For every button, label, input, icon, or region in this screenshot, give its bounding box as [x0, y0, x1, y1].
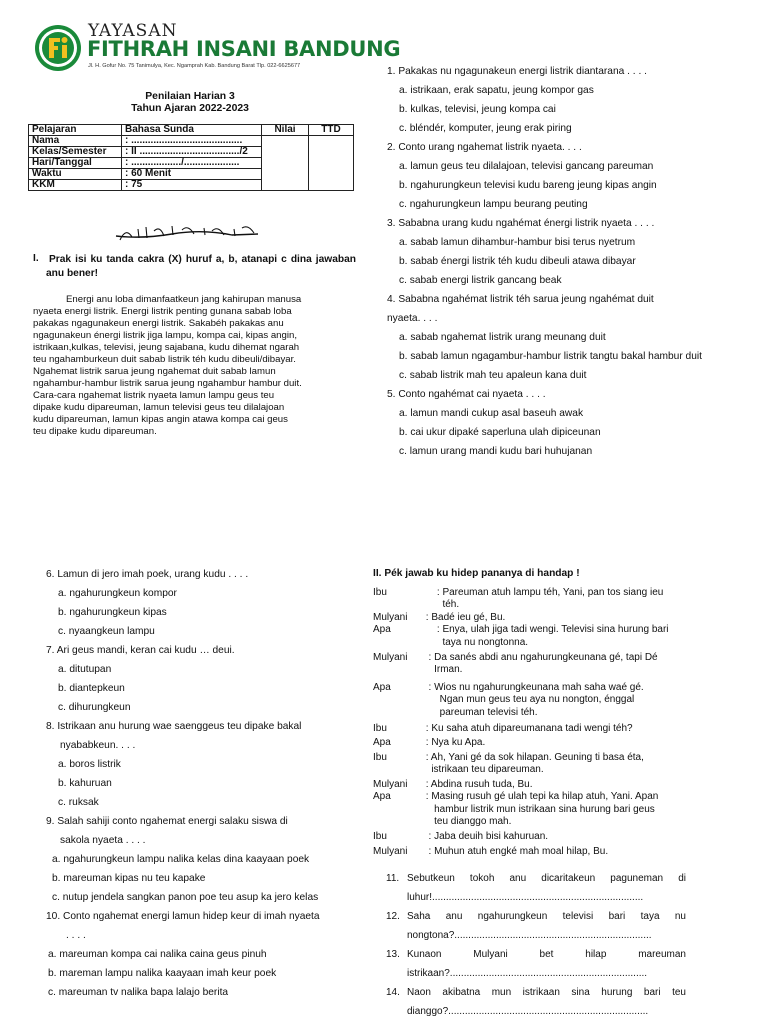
speaker: Ibu — [373, 587, 387, 598]
speaker: Apa — [373, 791, 391, 803]
question-stem: 7. Ari geus mandi, keran cai kudu … deui. — [46, 645, 235, 656]
essay-13 — [386, 945, 686, 983]
dialogue-line — [373, 587, 685, 612]
section1-numeral: I. — [33, 253, 39, 264]
question-1 — [387, 65, 737, 141]
info-value: : 75 — [122, 180, 262, 191]
utterance: : Da sanés abdi anu ngahurungkeunana gé, tapi Dé — [423, 652, 658, 664]
utterance: istrikaan teu dipareuman. — [423, 764, 544, 776]
nilai-header: Nilai — [262, 125, 309, 136]
essay-number: 14. — [386, 987, 400, 998]
option-a[interactable]: a. istrikaan, erak sapatu, jeung kompor gas — [399, 85, 594, 96]
speaker: Ibu — [373, 723, 387, 735]
utterance: : Wios nu ngahurungkeunana mah saha waé gé. — [423, 681, 644, 693]
speaker: Mulyani — [373, 845, 408, 857]
section1-instruction: Prak isi ku tanda cakra (X) huruf a, b, atanapi c dina jawaban anu bener! — [46, 254, 356, 279]
ttd-box[interactable] — [309, 136, 354, 191]
paragraph-line: ngahambur-hambur listrik sarua jeung ngahambur hambur duit. — [33, 378, 302, 389]
option-c[interactable]: c. nutup jendela sangkan panon poe teu asup ka jero kelas — [52, 892, 319, 903]
utterance: Irman. — [423, 664, 463, 676]
speaker: Apa — [373, 624, 391, 636]
question-6 — [46, 568, 342, 644]
info-label: Nama — [29, 136, 122, 147]
essay-14 — [386, 983, 686, 1021]
dialogue-line — [373, 652, 685, 677]
exam-title: Penilaian Harian 3 — [145, 91, 235, 102]
question-stem: 3. Sababna urang kudu ngahémat énergi listrik nyaeta . . . . — [387, 218, 655, 229]
question-stem-cont: nyababkeun. . . . — [60, 740, 136, 751]
option-b[interactable]: b. cai ukur dipaké saperluna ulah dipiceunan — [399, 427, 601, 438]
essay-answer-line[interactable]: istrikaan?....................................................................... — [407, 968, 648, 979]
option-c[interactable]: c. nyaangkeun lampu — [58, 626, 155, 637]
utterance: : Jaba deuih bisi kahuruan. — [423, 831, 549, 843]
question-stem: 5. Conto ngahémat cai nyaeta . . . . — [387, 389, 546, 400]
option-a[interactable]: a. ngahurungkeun lampu nalika kelas dina kaayaan poek — [52, 854, 310, 865]
utterance: : Masing rusuh gé ulah tepi ka hilap atuh, Yani. Apan — [423, 791, 659, 803]
option-a[interactable]: a. sabab ngahemat listrik urang meunang duit — [399, 332, 606, 343]
question-stem: 8. Istrikaan anu hurung wae saenggeus teu dipake bakal — [46, 721, 302, 732]
basmala-calligraphy — [112, 221, 262, 245]
speaker: Ibu — [373, 831, 387, 843]
option-b[interactable]: b. sabab énergi listrik téh kudu dibeuli atawa dibayar — [399, 256, 636, 267]
yayasan-label: YAYASAN — [88, 21, 178, 41]
paragraph-line: dipake kudu dipareuman, lamun televisi geus teu dilalajoan — [33, 402, 285, 413]
info-label: Kelas/Semester — [29, 147, 122, 158]
dialogue-line — [373, 682, 685, 719]
option-c[interactable]: c. sabab listrik mah teu apaleun kana duit — [399, 370, 587, 381]
info-value: : 60 Menit — [122, 169, 262, 180]
option-b[interactable]: b. mareman lampu nalika kaayaan imah keur poek — [48, 968, 277, 979]
speaker: Apa — [373, 681, 391, 693]
utterance: : Abdina rusuh tuda, Bu. — [423, 778, 533, 790]
utterance: : Nya ku Apa. — [423, 737, 486, 749]
question-stem: 9. Salah sahiji conto ngahemat energi salaku siswa di — [46, 816, 288, 827]
question-stem: 4. Sababna ngahémat listrik téh sarua jeung ngahémat duit — [387, 294, 654, 305]
question-stem-cont: sakola nyaeta . . . . — [60, 835, 146, 846]
option-a[interactable]: a. ngahurungkeun kompor — [58, 588, 177, 599]
school-logo — [34, 24, 82, 72]
option-b[interactable]: b. kahuruan — [58, 778, 112, 789]
essay-question: Naon akibatna mun istrikaan sina hurung bari teu — [407, 987, 686, 998]
utterance: teu dianggo mah. — [423, 815, 512, 827]
utterance: : Ah, Yani gé da sok hilapan. Geuning ti basa éta, — [423, 751, 644, 763]
info-label: KKM — [29, 180, 122, 191]
question-stem-cont: nyaeta. . . . — [387, 313, 438, 324]
essay-11 — [386, 869, 686, 907]
paragraph-line: Ngahemat listrik sarua jeung ngahemat duit sabab lamun — [33, 366, 276, 377]
info-label: Hari/Tanggal — [29, 158, 122, 169]
paragraph-line: Cara-cara ngahemat listrik nyaeta lamun lampu geus teu — [33, 390, 275, 401]
essay-number: 13. — [386, 949, 400, 960]
dialogue-line — [373, 831, 685, 843]
option-b[interactable]: b. diantepkeun — [58, 683, 125, 694]
speaker: Mulyani — [373, 652, 408, 664]
question-8 — [46, 720, 342, 815]
option-a[interactable]: a. ditutupan — [58, 664, 112, 675]
option-a[interactable]: a. boros listrik — [58, 759, 121, 770]
option-c[interactable]: c. dihurungkeun — [58, 702, 131, 713]
speaker: Ibu — [373, 751, 387, 763]
option-c[interactable]: c. ngahurungkeun lampu beurang peuting — [399, 199, 588, 210]
utterance: : Enya, ulah jiga tadi wengi. Televisi sina hurung bari — [423, 624, 669, 636]
option-a[interactable]: a. lamun mandi cukup asal baseuh awak — [399, 408, 584, 419]
option-b[interactable]: b. kulkas, televisi, jeung kompa cai — [399, 104, 556, 115]
option-a[interactable]: a. sabab lamun dihambur-hambur bisi terus nyetrum — [399, 237, 636, 248]
option-c[interactable]: c. lamun urang mandi kudu bari huhujanan — [399, 446, 593, 457]
paragraph-line: teu ngahamburkeun duit sabab listrik téh kudu dibeuli/dibayar. — [33, 354, 296, 365]
dialogue-line — [373, 779, 685, 791]
option-c[interactable]: c. mareuman tv nalika bapa lalajo berita — [48, 987, 229, 998]
reading-paragraph — [33, 294, 341, 438]
question-stem: 10. Conto ngahemat energi lamun hidep keur di imah nyaeta — [46, 911, 320, 922]
utterance: taya nu nongtonna. — [423, 636, 529, 648]
speaker: Mulyani — [373, 778, 408, 790]
question-3 — [387, 217, 737, 293]
utterance: : Pareuman atuh lampu téh, Yani, pan tos siang ieu — [423, 587, 664, 598]
paragraph-line: pakakas ngagunakeun energi listrik. Sakabéh pakakas anu — [33, 318, 284, 329]
paragraph-line: istrikaan,kulkas, televisi, jeung sajabana, kudu dihemat ngarah — [33, 342, 300, 353]
option-c[interactable]: c. ruksak — [58, 797, 99, 808]
ttd-header: TTD — [309, 125, 354, 136]
essay-number: 11. — [386, 873, 400, 884]
option-b[interactable]: b. mareuman kipas nu teu kapake — [52, 873, 206, 884]
section2-instruction: II. Pék jawab ku hidep pananya di handap ! — [373, 568, 580, 579]
name-field[interactable]: : ........................................ — [122, 136, 262, 147]
utterance: téh. — [423, 599, 460, 611]
question-9 — [46, 815, 342, 910]
question-10 — [46, 910, 342, 1005]
question-5 — [387, 388, 737, 464]
student-info-table — [28, 124, 354, 191]
essay-answer-line[interactable]: dianggo?........................................................................ — [407, 1006, 649, 1017]
paragraph-line: Energi anu loba dimanfaatkeun jang kahirupan manusa — [66, 294, 302, 305]
info-value: Bahasa Sunda — [122, 125, 262, 136]
essay-question: Kunaon Mulyani bet hilap mareuman — [407, 949, 686, 960]
option-b[interactable]: b. ngahurungkeun kipas — [58, 607, 167, 618]
essay-question: Saha anu ngahurungkeun televisi bari taya nu — [407, 911, 686, 922]
question-4 — [387, 293, 737, 388]
dialogue-line — [373, 846, 685, 858]
essay-number: 12. — [386, 911, 400, 922]
info-label: Waktu — [29, 169, 122, 180]
utterance: hambur listrik mun istrikaan sina hurung bari geus — [423, 803, 655, 815]
essay-question: Sebutkeun tokoh anu dicaritakeun paguneman di — [407, 873, 686, 884]
essay-12 — [386, 907, 686, 945]
question-stem: 6. Lamun di jero imah poek, urang kudu . . . . — [46, 569, 249, 580]
option-b[interactable]: b. sabab lamun ngagambur-hambur listrik tangtu bakal hambur duit — [399, 351, 702, 362]
dialogue — [373, 587, 685, 858]
school-name: FITHRAH INSANI BANDUNG — [87, 37, 401, 61]
dialogue-line — [373, 723, 685, 735]
essay-answer-line[interactable]: nongtona?....................................................................... — [407, 930, 652, 941]
class-field[interactable]: : II ..................................../2 — [122, 147, 262, 158]
utterance: pareuman televisi téh. — [423, 706, 538, 718]
option-c[interactable]: c. sabab energi listrik gancang beak — [399, 275, 562, 286]
paragraph-line: kudu dipareuman, lamun kipas angin atawa kompa cai geus — [33, 414, 288, 425]
essay-answer-line[interactable]: luhur!............................................................................ — [407, 892, 644, 903]
option-b[interactable]: b. ngahurungkeun televisi kudu bareng jeung kipas angin — [399, 180, 657, 191]
dialogue-line — [373, 737, 685, 749]
dialogue-line — [373, 752, 685, 777]
dialogue-line — [373, 791, 685, 828]
info-label: Pelajaran — [29, 125, 122, 136]
question-7 — [46, 644, 342, 720]
option-c[interactable]: c. bléndér, komputer, jeung erak piring — [399, 123, 572, 134]
dialogue-line — [373, 624, 685, 649]
date-field[interactable]: : ................../.................... — [122, 158, 262, 169]
school-address: Jl. H. Gofur No. 75 Tanimulya, Kec. Ngamprah Kab. Bandung Barat Tlp. 022-6625677 — [88, 63, 301, 69]
utterance: Ngan mun geus teu aya nu nongton, énggal — [423, 694, 635, 706]
question-stem-cont: . . . . — [66, 930, 86, 941]
essay-questions — [386, 869, 686, 1021]
nilai-box[interactable] — [262, 136, 309, 191]
question-stem: 1. Pakakas nu ngagunakeun energi listrik diantarana . . . . — [387, 66, 647, 77]
paragraph-line: ngagunakeun énergi listrik jiga lampu, kompa cai, kipas angin, — [33, 330, 297, 341]
dialogue-line — [373, 612, 685, 624]
utterance: : Ku saha atuh dipareumanana tadi wengi téh? — [423, 723, 633, 735]
option-a[interactable]: a. mareuman kompa cai nalika caina geus pinuh — [48, 949, 267, 960]
utterance: : Badé ieu gé, Bu. — [423, 611, 506, 623]
speaker: Apa — [373, 737, 391, 749]
speaker: Mulyani — [373, 611, 408, 623]
questions-1-5 — [387, 65, 737, 464]
question-2 — [387, 141, 737, 217]
question-stem: 2. Conto urang ngahemat listrik nyaeta. . . . — [387, 142, 582, 153]
utterance: : Muhun atuh engké mah moal hilap, Bu. — [423, 845, 609, 857]
questions-6-10 — [46, 568, 342, 1005]
paragraph-line: nyaeta energi listrik. Energi listrik penting gunana sabab loba — [33, 306, 292, 317]
option-a[interactable]: a. lamun geus teu dilalajoan, televisi gancang pareuman — [399, 161, 654, 172]
paragraph-line: teu dipake kudu dipareuman. — [33, 426, 157, 437]
exam-year: Tahun Ajaran 2022-2023 — [131, 103, 249, 114]
